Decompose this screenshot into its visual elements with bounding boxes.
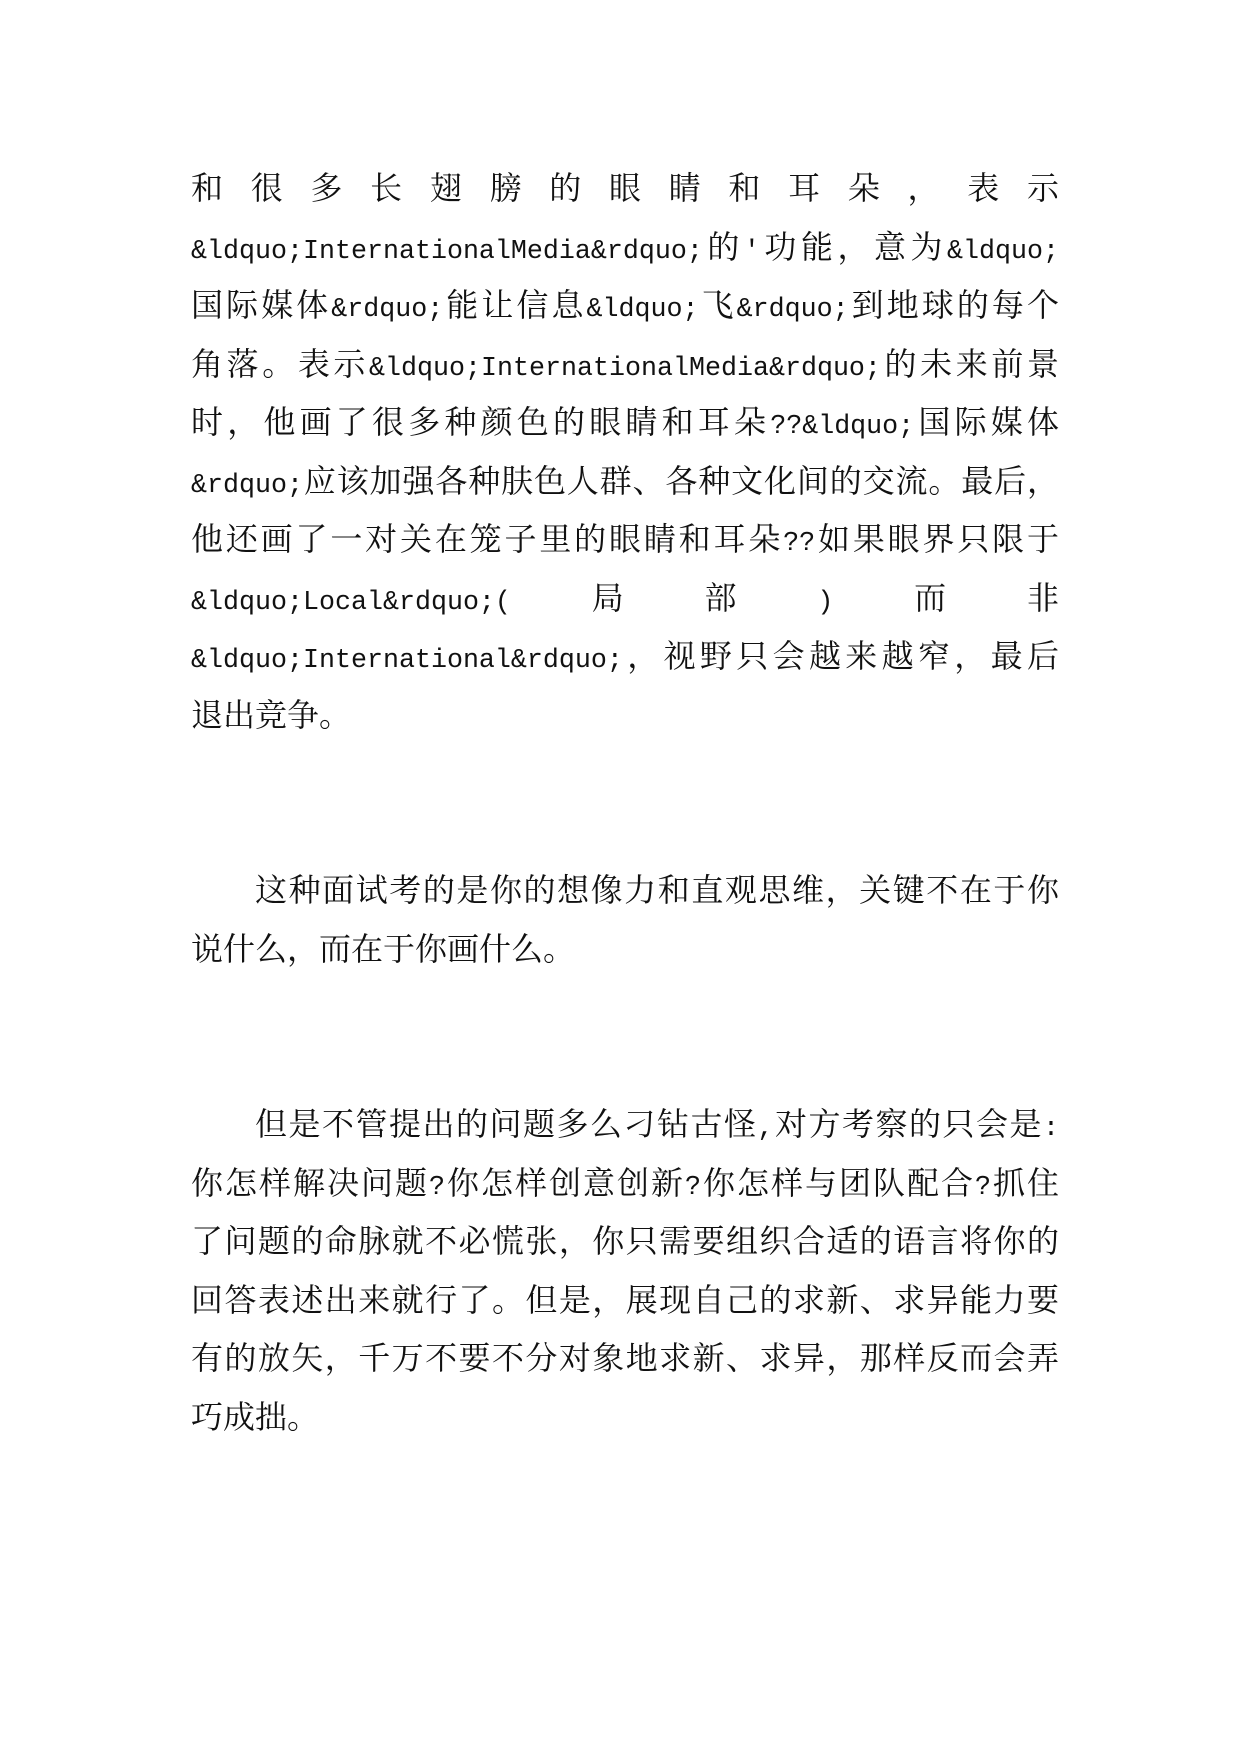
text-line-last: 巧成拙。 (191, 1397, 320, 1436)
text-line: 有的放矢，千万不要不分对象地求新、求异，那样反而会弄 (191, 1339, 1059, 1377)
paragraph-2 (191, 861, 1059, 978)
text-line: 角落。表示&ldquo;InternationalMedia&rdquo;的未来前景 (191, 344, 1059, 384)
latin-run: &ldquo; (947, 236, 1059, 267)
text-line: 了问题的命脉就不必慌张，你只需要组织合适的语言将你的 (191, 1222, 1059, 1260)
text-line: &ldquo;International&rdquo;，视野只会越来越窄，最后 (191, 637, 1059, 676)
latin-run: &rdquo; (736, 295, 849, 325)
text-line: 和很多长翅膀的眼睛和耳朵，表示 (191, 169, 1059, 207)
latin-run: &ldquo;InternationalMedia&rdquo; (191, 236, 703, 267)
latin-run: ' (743, 236, 760, 267)
paragraph-3 (191, 1095, 1059, 1446)
latin-run: ) (817, 587, 834, 618)
text-line: 时，他画了很多种颜色的眼睛和耳朵??&ldquo;国际媒体 (191, 403, 1059, 442)
latin-run: &ldquo;Local&rdquo;( (191, 587, 511, 618)
text-line: 回答表述出来就行了。但是，展现自己的求新、求异能力要 (191, 1280, 1059, 1319)
latin-run: ?? (783, 529, 816, 559)
latin-run: &rdquo; (191, 470, 303, 501)
latin-run: &ldquo;InternationalMedia&rdquo; (369, 353, 881, 384)
text-line-last: 说什么，而在于你画什么。 (191, 929, 576, 968)
latin-run: , (757, 1114, 774, 1144)
text-line: &ldquo;Local&rdquo;(局部)而非 (191, 578, 1059, 618)
latin-run: ? (974, 1172, 991, 1203)
latin-run: &ldquo; (586, 295, 699, 325)
latin-run: &rdquo; (331, 295, 444, 325)
document-body (191, 159, 1059, 1446)
text-line: 国际媒体&rdquo;能让信息&ldquo;飞&rdquo;到地球的每个 (191, 286, 1059, 325)
latin-run: ??&ldquo; (770, 412, 915, 442)
latin-run: &ldquo;International&rdquo; (191, 646, 623, 676)
text-line: 他还画了一对关在笼子里的眼睛和耳朵??如果眼界只限于 (191, 520, 1059, 559)
text-line: &ldquo;InternationalMedia&rdquo;的'功能，意为&ldquo; (191, 227, 1059, 267)
text-line-first: 但是不管提出的问题多么刁钻古怪,对方考察的只会是: (255, 1105, 1059, 1144)
text-line: 你怎样解决问题?你怎样创意创新?你怎样与团队配合?抓住 (191, 1163, 1059, 1203)
latin-run: ? (684, 1172, 701, 1203)
latin-run: ? (428, 1172, 445, 1203)
latin-run: : (1042, 1114, 1059, 1144)
text-line-first: 这种面试考的是你的想像力和直观思维，关键不在于你 (255, 871, 1059, 909)
text-line-last: 退出竞争。 (191, 695, 352, 734)
paragraph-1 (191, 159, 1059, 744)
text-line: &rdquo;应该加强各种肤色人群、各种文化间的交流。最后， (191, 461, 1059, 501)
